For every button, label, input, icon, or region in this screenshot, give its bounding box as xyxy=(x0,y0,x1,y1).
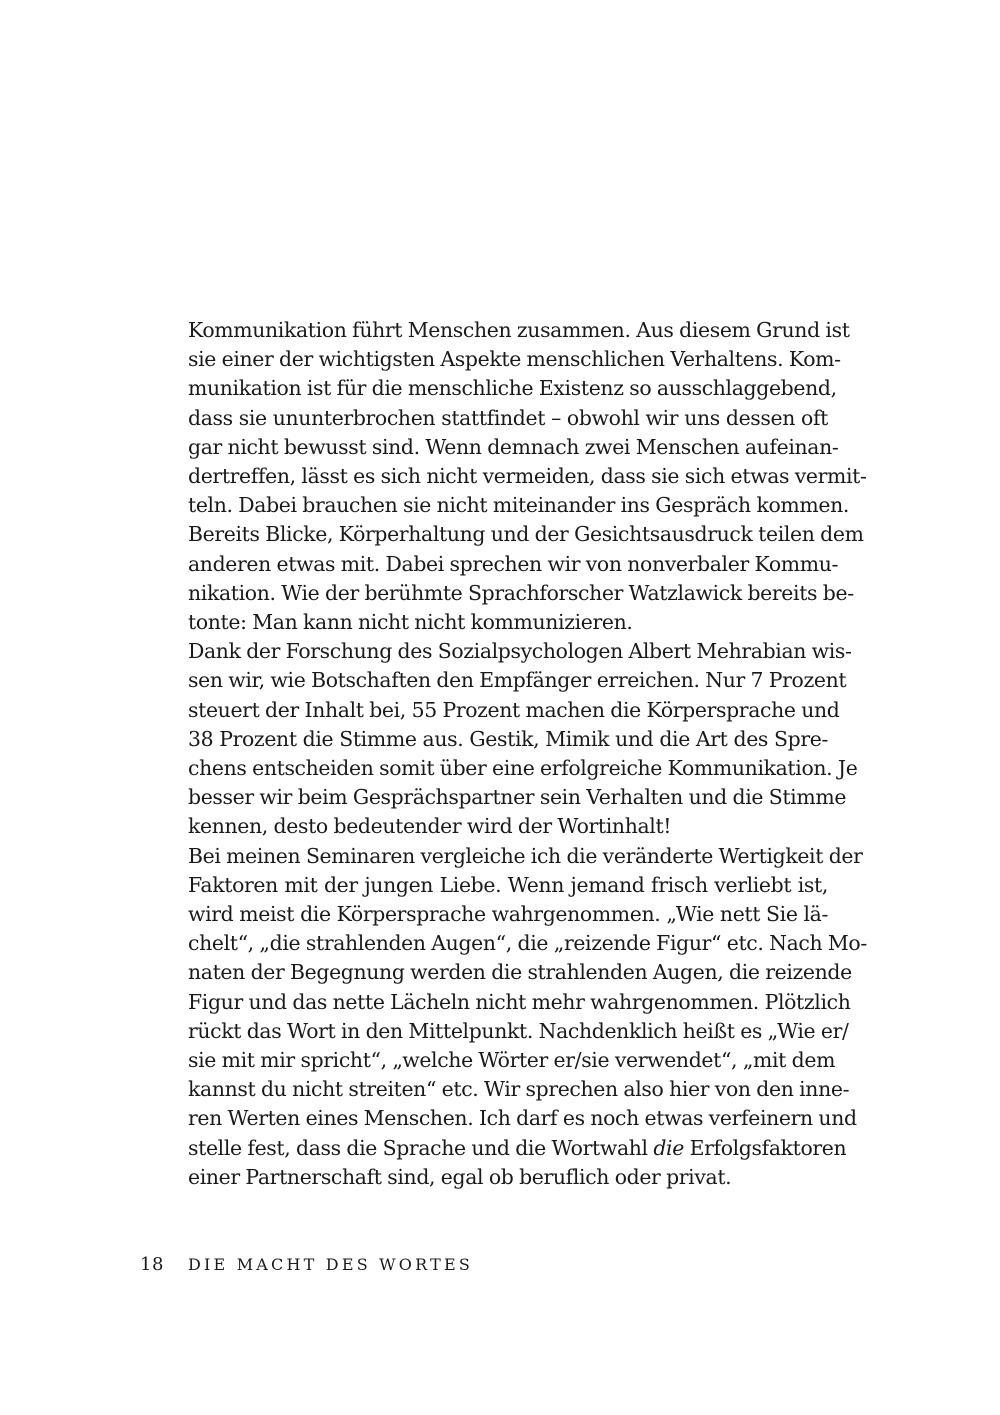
page-number: 18 xyxy=(140,1254,164,1275)
paragraph-3 xyxy=(188,842,867,1192)
text-line: kannst du nicht streiten“ etc. Wir sprechen also hier von den inne- xyxy=(188,1077,850,1102)
text-line: anderen etwas mit. Dabei sprechen wir von nonverbaler Kommu- xyxy=(188,551,839,576)
text-line: wird meist die Körpersprache wahrgenommen. „Wie nett Sie lä- xyxy=(188,902,828,927)
text-line: Faktoren mit der jungen Liebe. Wenn jemand frisch verliebt ist, xyxy=(188,872,828,897)
paragraph-2 xyxy=(188,637,858,841)
text-line: nikation. Wie der berühmte Sprachforscher Watzlawick bereits be- xyxy=(188,580,854,605)
text-line: sen wir, wie Botschaften den Empfänger erreichen. Nur 7 Prozent xyxy=(188,668,847,693)
text-line-emphasis xyxy=(188,1134,847,1163)
text-line: Bei meinen Seminaren vergleiche ich die veränderte Wertigkeit der xyxy=(188,843,863,868)
text-line: einer Partnerschaft sind, egal ob beruflich oder privat. xyxy=(188,1164,732,1189)
emphasis-before: stelle fest, dass die Sprache und die Wortwahl xyxy=(188,1135,648,1160)
text-line: 38 Prozent die Stimme aus. Gestik, Mimik und die Art des Spre- xyxy=(188,726,828,751)
text-line: dertreffen, lässt es sich nicht vermeiden, dass sie sich etwas vermit- xyxy=(188,464,867,489)
text-line: steuert der Inhalt bei, 55 Prozent machen die Körpersprache und xyxy=(188,697,840,722)
text-line: Dank der Forschung des Sozialpsychologen Albert Mehrabian wis- xyxy=(188,639,852,664)
text-line: Figur und das nette Lächeln nicht mehr wahrgenommen. Plötzlich xyxy=(188,989,851,1014)
text-line: Bereits Blicke, Körperhaltung und der Gesichtsausdruck teilen dem xyxy=(188,522,864,547)
text-line: dass sie ununterbrochen stattfindet – obwohl wir uns dessen oft xyxy=(188,405,828,430)
text-line: teln. Dabei brauchen sie nicht miteinander ins Gespräch kommen. xyxy=(188,493,849,518)
text-line: sie mit mir spricht“, „welche Wörter er/sie verwendet“, „mit dem xyxy=(188,1048,836,1073)
page-footer xyxy=(140,1253,473,1277)
text-line: chelt“, „die strahlenden Augen“, die „reizende Figur“ etc. Nach Mo- xyxy=(188,931,867,956)
text-line: gar nicht bewusst sind. Wenn demnach zwei Menschen aufeinan- xyxy=(188,434,839,459)
text-line: chens entscheiden somit über eine erfolgreiche Kommunikation. Je xyxy=(188,756,858,781)
text-line: Kommunikation führt Menschen zusammen. Aus diesem Grund ist xyxy=(188,318,850,342)
text-line: tonte: Man kann nicht nicht kommunizieren. xyxy=(188,610,633,635)
text-line: ren Werten eines Menschen. Ich darf es noch etwas verfeinern und xyxy=(188,1106,857,1131)
emphasis-italic: die xyxy=(653,1135,684,1160)
text-line: munikation ist für die menschliche Existenz so ausschlaggebend, xyxy=(188,376,837,401)
text-line: sie einer der wichtigsten Aspekte menschlichen Verhaltens. Kom- xyxy=(188,347,841,372)
text-line: besser wir beim Gesprächspartner sein Verhalten und die Stimme xyxy=(188,785,847,810)
text-line: naten der Begegnung werden die strahlenden Augen, die reizende xyxy=(188,960,852,985)
paragraph-1 xyxy=(188,316,867,637)
text-line: rückt das Wort in den Mittelpunkt. Nachdenklich heißt es „Wie er/ xyxy=(188,1018,849,1043)
emphasis-after: Erfolgsfaktoren xyxy=(689,1135,847,1160)
running-title: DIE MACHT DES WORTES xyxy=(188,1255,473,1274)
text-line: kennen, desto bedeutender wird der Wortinhalt! xyxy=(188,814,672,839)
body-text xyxy=(188,316,867,1192)
